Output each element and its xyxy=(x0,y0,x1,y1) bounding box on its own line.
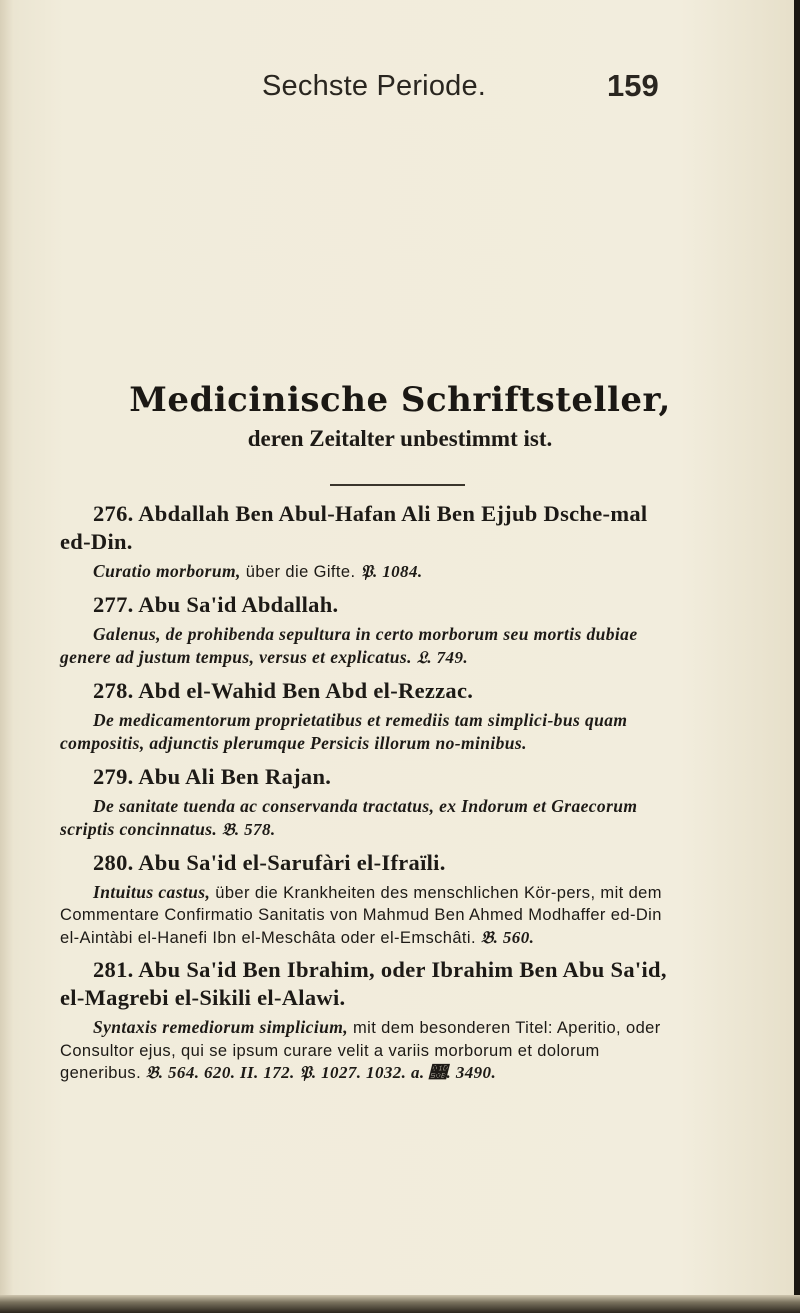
entry-heading: 278. Abd el-Wahid Ben Abd el-Rezzac. xyxy=(93,677,474,703)
entry-text: mit dem besonderen Titel: Aperitio, oder Consultor ejus, qui se ipsum curare velit a variis morborum et dolorum generibus. xyxy=(60,1019,661,1082)
entry-latin-title: Curatio morborum, xyxy=(93,561,241,581)
entry-latin-title: Intuitus castus, xyxy=(93,881,211,902)
entry-text: über die Krankheiten des menschlichen Kör-pers, mit dem Commentare Confirmatio Sanitatis von Mahmud Ben Ahmed Modhaffer ed-Din el-Aintàbi el-Hanefi Ibn el-Meschâta oder el-Emschâti. xyxy=(60,883,662,947)
section-subtitle: deren Zeitalter unbestimmt ist. xyxy=(247,426,553,451)
page-header xyxy=(0,70,800,110)
entry-text: über die Gifte. xyxy=(240,563,361,581)
entry-list xyxy=(60,500,670,1092)
page-number: 159 xyxy=(607,68,659,103)
entry-280 xyxy=(60,849,670,950)
entry-reference: 𝔏. 749. xyxy=(416,648,469,667)
entry-reference: 𝔅. 578. xyxy=(222,820,276,839)
entry-281 xyxy=(60,956,670,1085)
entry-reference: 𝔅. 560. xyxy=(480,927,535,947)
entry-276 xyxy=(60,500,670,584)
entry-latin-title: Syntaxis remediorum simplicium, xyxy=(93,1017,348,1037)
entry-latin-title: Galenus, de prohibenda sepultura in certo morborum seu mortis dubiae genere ad justum tempus, versus et explicatus. xyxy=(60,623,638,667)
entry-body xyxy=(60,1016,670,1085)
entry-heading: 276. Abdallah Ben Abul-Hafan Ali Ben Ejjub Dsche-mal ed-Din. xyxy=(60,501,648,554)
entry-277 xyxy=(60,591,670,670)
entry-heading: 277. Abu Sa'id Abdallah. xyxy=(93,591,339,617)
entry-reference: 𝔅. 564. 620. II. 172. 𝔓. 1027. 1032. a. 𝔋. 3490. xyxy=(146,1063,497,1082)
page-left-edge xyxy=(0,0,14,1313)
section-divider xyxy=(330,484,465,486)
entry-latin-title: De sanitate tuenda ac conservanda tractatus, ex Indorum et Graecorum scriptis concinnatus. xyxy=(60,795,638,839)
entry-body xyxy=(60,795,670,842)
entry-278 xyxy=(60,677,670,756)
entry-reference: 𝔓. 1084. xyxy=(360,562,423,581)
page-bottom-edge xyxy=(0,1295,800,1313)
running-title: Sechste Periode. xyxy=(262,70,487,102)
entry-body xyxy=(60,560,670,584)
entry-heading: 280. Abu Sa'id el-Sarufàri el-Ifraïli. xyxy=(93,849,446,875)
entry-body xyxy=(60,881,670,950)
entry-heading: 279. Abu Ali Ben Rajan. xyxy=(93,763,332,789)
page-right-edge xyxy=(794,0,800,1313)
section-title: Medicinische Schriftsteller, xyxy=(129,380,671,420)
entry-heading: 281. Abu Sa'id Ben Ibrahim, oder Ibrahim Ben Abu Sa'id, el-Magrebi el-Sikili el-Alawi. xyxy=(60,957,667,1010)
entry-body xyxy=(60,623,670,670)
entry-279 xyxy=(60,763,670,842)
entry-body xyxy=(60,709,670,756)
entry-latin-title: De medicamentorum proprietatibus et remediis tam simplici-bus quam compositis, adjunctis plerumque Persicis illorum no-minibus. xyxy=(60,709,628,753)
